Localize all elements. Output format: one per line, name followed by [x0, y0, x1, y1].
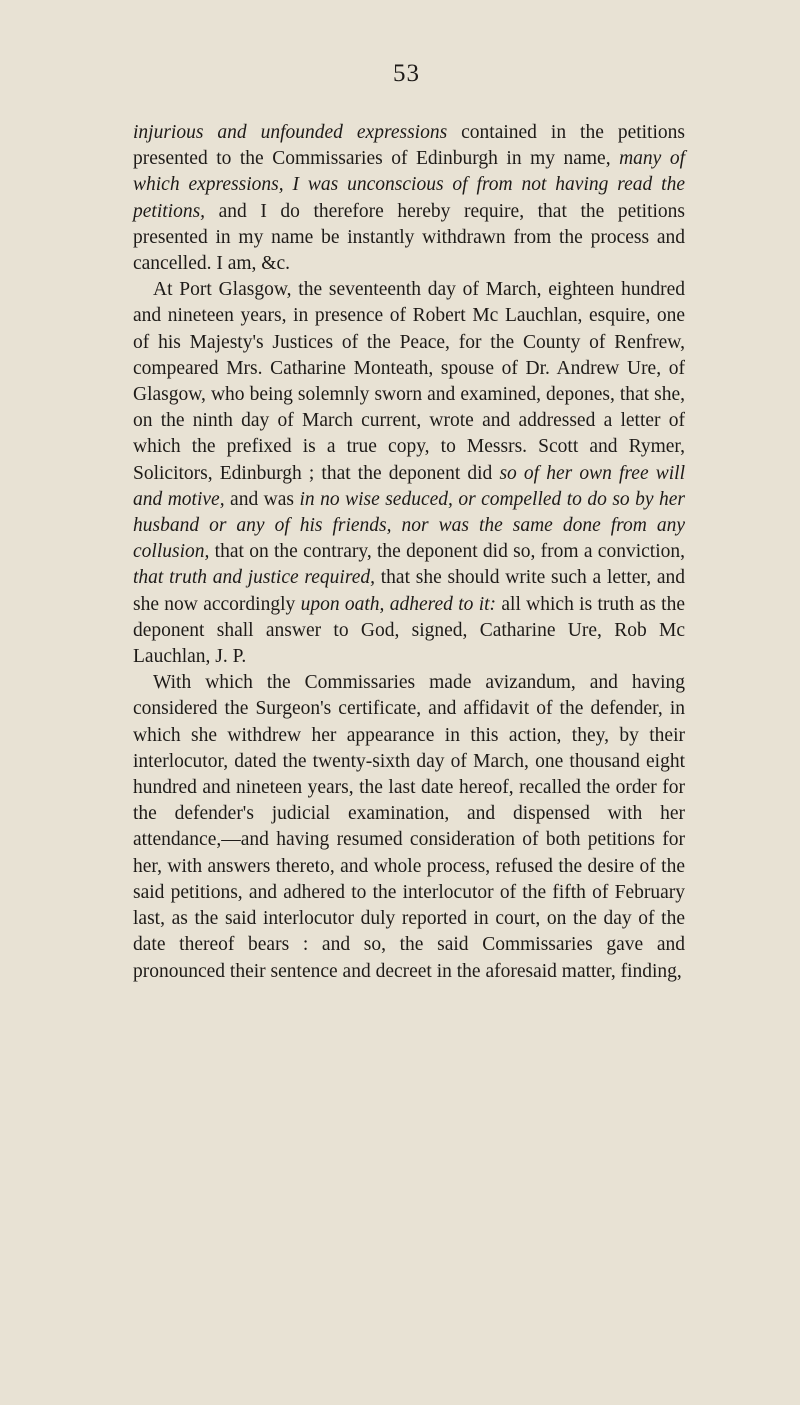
- paragraph-3: [133, 670, 685, 984]
- text-run: At Port Glasgow, the seventeenth day of March, eighteen hundred and nineteen years, in presence of Robert Mc Lauchlan, esquire, one of his Majesty's Justices of the Peace, for the County of Renfrew, compeared Mrs. Catharine Monteath, spouse of Dr. Andrew Ure, of Glasgow, who being solemnly sworn and examined, depones, that she, on the ninth day of March current, wrote and addressed a letter of which the prefixed is a true copy, to Messrs. Scott and Rymer, Solicitors, Edinburgh ; that the deponent did: [133, 279, 685, 484]
- text-run: that she should write such a letter, and she now accordingly: [133, 567, 686, 615]
- text-run: all which is truth as the deponent shall answer to God, signed, Catharine Ure, Rob Mc Lauchlan, J. P.: [133, 593, 685, 668]
- paragraph-2: [133, 277, 685, 670]
- italic-text-run: injurious and unfounded expressions: [133, 122, 448, 143]
- italic-text-run: so of her own free will and motive,: [133, 462, 686, 510]
- italic-text-run: many of which expressions, I was unconscious of from not having read the petitions,: [133, 148, 685, 222]
- text-run: and I do therefore hereby require, that the petitions presented in my name be instantly withdrawn from the process and cancelled. I am, &c.: [133, 200, 685, 275]
- text-run: that on the contrary, the deponent did so, from a conviction,: [209, 541, 685, 563]
- italic-text-run: that truth and justice required,: [133, 567, 375, 589]
- paragraph-1: [133, 120, 685, 277]
- text-run: and was: [224, 488, 300, 510]
- italic-text-run: in no wise seduced, or compelled to do so by her husband or any of his friends, nor was the same done from any collusion,: [133, 488, 686, 563]
- body-text: [133, 120, 685, 985]
- page-number: 53: [393, 60, 420, 87]
- text-run: With which the Commissaries made avizandum, and having considered the Surgeon's certificate, and affidavit of the defender, in which she withdrew her appearance in this action, they, by their interlocutor, dated the twenty-sixth day of March, one thousand eight hundred and nineteen years, the last date hereof, recalled the order for the defender's judicial examination, and dispensed with her attendance,—and having resumed consideration of both petitions for her, with answers thereto, and whole process, refused the desire of the said petitions, and adhered to the interlocutor of the fifth of February last, as the said interlocutor duly reported in court, on the day of the date thereof bears : and so, the said Commissaries gave and pronounced their sentence and decreet in the aforesaid matter, finding,: [133, 672, 685, 982]
- text-run: contained in the petitions presented to the Commissaries of Edinburgh in my name,: [133, 122, 685, 170]
- italic-text-run: upon oath, adhered to it:: [300, 593, 497, 615]
